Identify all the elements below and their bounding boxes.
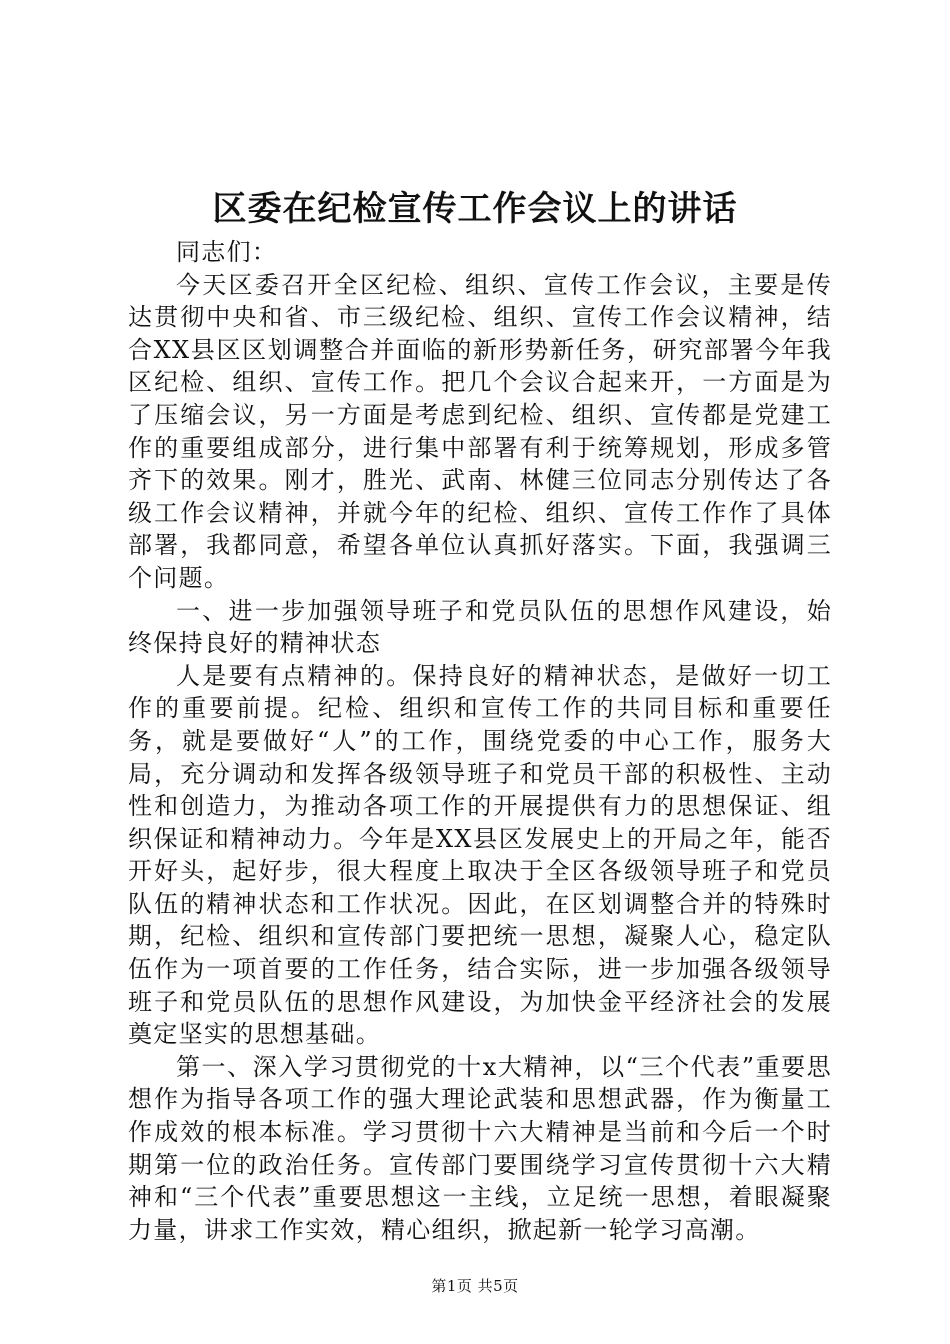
paragraph-intro: 今天区委召开全区纪检、组织、宣传工作会议，主要是传达贯彻中央和省、市三级纪检、组织、宣传工作会议精神，结合XX县区区划调整合并面临的新形势新任务，研究部署今年我区纪检、组织、宣传工作。把几个会议合起来开，一方面是为了压缩会议，另一方面是考虑到纪检、组织、宣传都是党建工作的重要组成部分，进行集中部署有利于统筹规划，形成多管齐下的效果。刚才，胜光、武南、林健三位同志分别传达了各级工作会议精神，并就今年的纪检、组织、宣传工作作了具体部署，我都同意，希望各单位认真抓好落实。下面，我强调三个问题。 <box>128 270 832 592</box>
paragraph-point-1: 第一、深入学习贯彻党的十x大精神，以“三个代表”重要思想作为指导各项工作的强大理论武装和思想武器，作为衡量工作成效的根本标准。学习贯彻十六大精神是当前和今后一个时期第一位的政治任务。宣传部门要围绕学习宣传贯彻十六大精神和“三个代表”重要思想这一主线，立足统一思想，着眼凝聚力量，讲求工作实效，精心组织，掀起新一轮学习高潮。 <box>128 1052 832 1244</box>
paragraph-section-1: 人是要有点精神的。保持良好的精神状态，是做好一切工作的重要前提。纪检、组织和宣传工作的共同目标和重要任务，就是要做好“人”的工作，围绕党委的中心工作，服务大局，充分调动和发挥各级领导班子和党员干部的积极性、主动性和创造力，为推动各项工作的开展提供有力的思想保证、组织保证和精神动力。今年是XX县区发展史上的开局之年，能否开好头，起好步，很大程度上取决于全区各级领导班子和党员队伍的精神状态和工作状况。因此，在区划调整合并的特殊时期，纪检、组织和宣传部门要把统一思想，凝聚人心，稳定队伍作为一项首要的工作任务，结合实际，进一步加强各级领导班子和党员队伍的思想作风建设，为加快金平经济社会的发展奠定坚实的思想基础。 <box>128 661 832 1049</box>
section-heading-1: 一、进一步加强领导班子和党员队伍的思想作风建设，始终保持良好的精神状态 <box>128 596 832 658</box>
salutation: 同志们： <box>176 238 278 266</box>
page-number-footer: 第1页 共5页 <box>431 1277 519 1295</box>
document-title: 区委在纪检宣传工作会议上的讲话 <box>212 189 738 229</box>
document-body <box>128 236 832 1246</box>
